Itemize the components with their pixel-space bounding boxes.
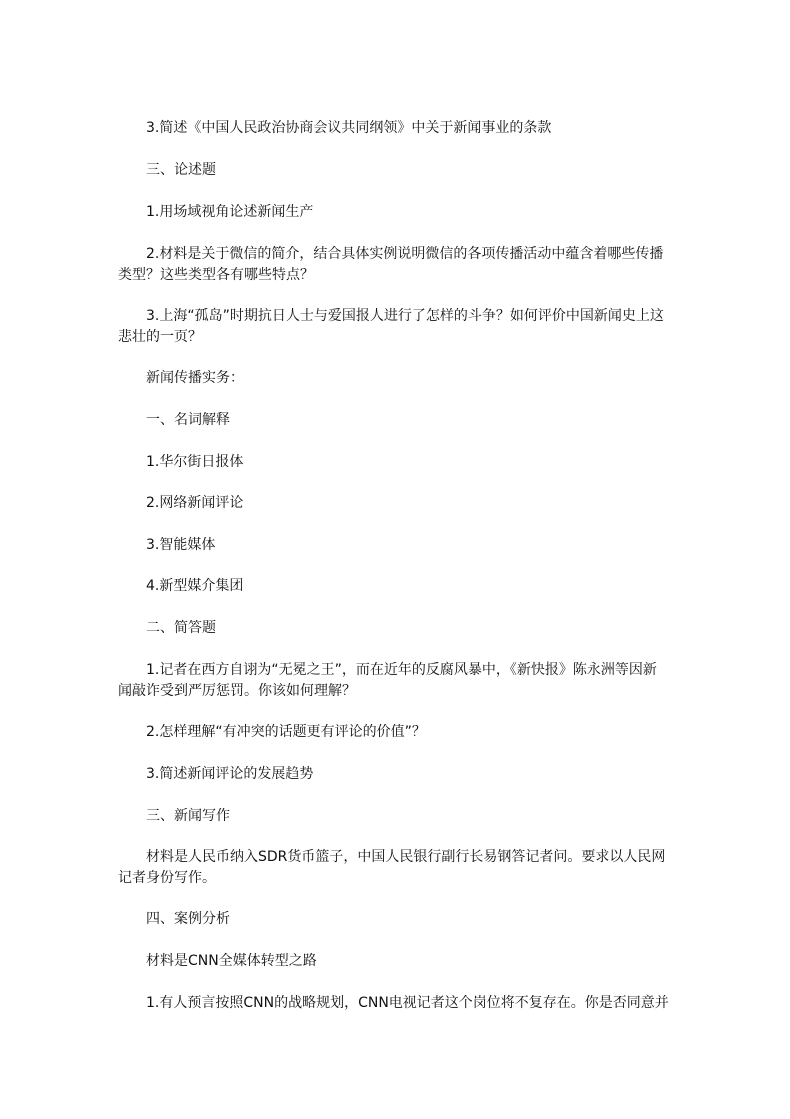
- paragraph: 1.华尔街日报体: [146, 454, 244, 470]
- paragraph: 1.记者在西方自诩为“无冕之王”，而在近年的反腐风暴中，《新快报》陈永洲等因新闻敲诈受到严厉惩罚。你该如何理解？: [118, 662, 657, 699]
- paragraph: 1.有人预言按照CNN的战略规划，CNN电视记者这个岗位将不复存在。你是否同意并: [146, 995, 669, 1011]
- paragraph: 材料是人民币纳入SDR货币篮子，中国人民银行副行长易钢答记者问。要求以人民网记者身份写作。: [118, 849, 666, 886]
- paragraph: 材料是CNN全媒体转型之路: [146, 953, 317, 969]
- section-heading: 三、论述题: [146, 162, 216, 178]
- paragraph: 4.新型媒介集团: [146, 578, 244, 594]
- paragraph: 1.用场域视角论述新闻生产: [146, 204, 314, 220]
- section-heading: 四、案例分析: [146, 911, 230, 927]
- section-heading: 新闻传播实务：: [146, 370, 244, 386]
- paragraph: 3.上海“孤岛”时期抗日人士与爱国报人进行了怎样的斗争？如何评价中国新闻史上这悲壮的一页？: [118, 308, 664, 345]
- section-heading: 三、新闻写作: [146, 808, 230, 824]
- paragraph: 3.简述《中国人民政治协商会议共同纲领》中关于新闻事业的条款: [146, 120, 552, 136]
- section-heading: 二、简答题: [146, 620, 216, 636]
- paragraph: 2.怎样理解“有冲突的话题更有评论的价值”？: [146, 724, 426, 740]
- paragraph: 3.智能媒体: [146, 537, 216, 553]
- section-heading: 一、名词解释: [146, 412, 230, 428]
- paragraph: 3.简述新闻评论的发展趋势: [146, 766, 314, 782]
- paragraph: 2.材料是关于微信的简介，结合具体实例说明微信的各项传播活动中蕴含着哪些传播类型？这些类型各有哪些特点？: [118, 246, 664, 283]
- paragraph: 2.网络新闻评论: [146, 495, 244, 511]
